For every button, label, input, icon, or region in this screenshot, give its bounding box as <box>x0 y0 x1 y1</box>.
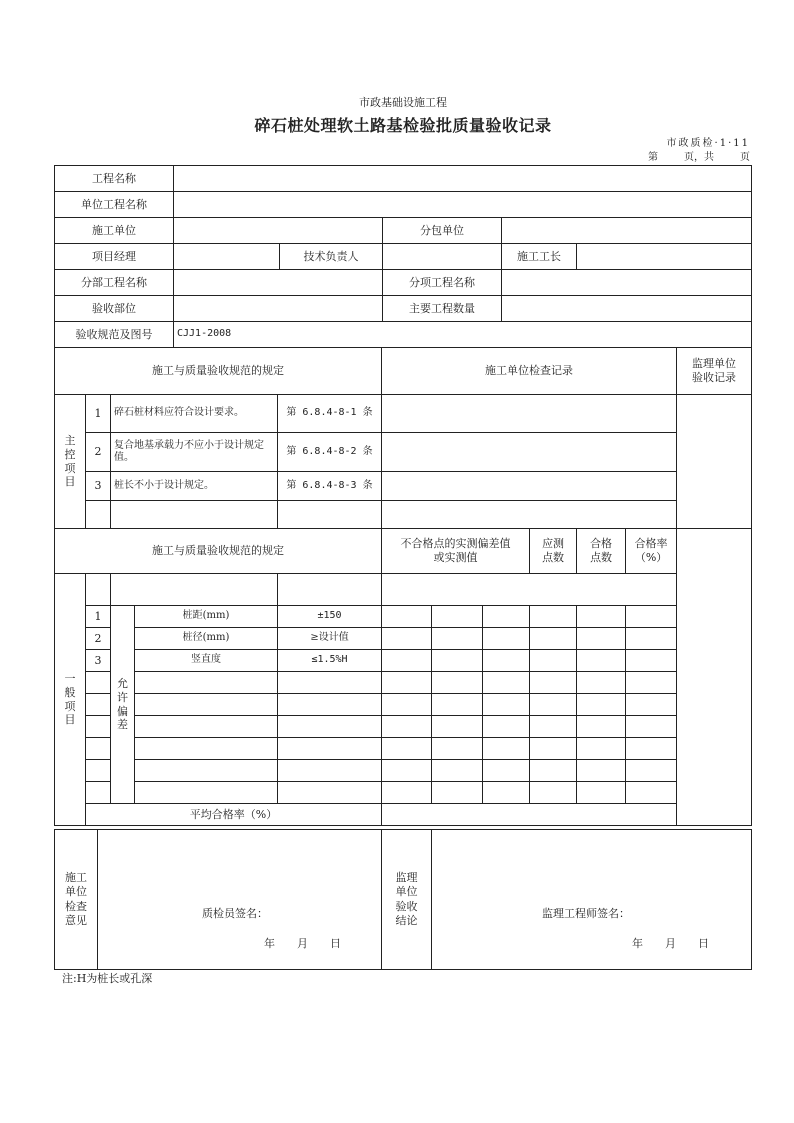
construction-opinion-area[interactable] <box>98 830 382 970</box>
tech-lead-field[interactable] <box>383 244 502 270</box>
main-col-record: 施工单位检查记录 <box>382 348 677 395</box>
cell[interactable] <box>626 782 677 804</box>
main-col-supervisor: 监理单位验收记录 <box>677 348 752 395</box>
cell[interactable] <box>432 760 483 782</box>
main-control-side-label: 主控项目 <box>55 395 86 529</box>
main-item-3-no: 3 <box>86 472 111 501</box>
page-label-3: 页 <box>740 152 750 163</box>
construction-date: 年 月 日 <box>264 937 341 950</box>
signature-table <box>54 829 752 970</box>
cell[interactable] <box>626 760 677 782</box>
cell[interactable] <box>626 672 677 694</box>
cell[interactable] <box>432 782 483 804</box>
general-col-rule: 施工与质量验收规范的规定 <box>55 529 382 574</box>
cell[interactable] <box>530 628 577 650</box>
cell[interactable] <box>382 782 432 804</box>
spec-value: CJJ1-2008 <box>174 322 752 348</box>
engineer-signature-label: 监理工程师签名： <box>542 907 630 920</box>
cell[interactable] <box>626 694 677 716</box>
general-blank-record[interactable] <box>382 574 677 606</box>
general-row-no <box>86 716 111 738</box>
cell[interactable] <box>382 738 432 760</box>
cell[interactable] <box>382 606 432 628</box>
general-blank-value <box>278 574 382 606</box>
main-item-3-clause: 第 6.8.4-8-3 条 <box>278 472 382 501</box>
main-item-2-clause: 第 6.8.4-8-2 条 <box>278 433 382 472</box>
general-supervisor-record[interactable] <box>677 529 752 826</box>
subcontract-unit-label: 分包单位 <box>383 218 502 244</box>
main-item-3-text: 桩长不小于设计规定。 <box>111 472 278 501</box>
cell[interactable] <box>530 760 577 782</box>
general-blank-name <box>111 574 278 606</box>
cell[interactable] <box>432 716 483 738</box>
division-field[interactable] <box>174 270 383 296</box>
general-item-3-no: 3 <box>86 650 111 672</box>
subdivision-field[interactable] <box>502 270 752 296</box>
avg-rate-value[interactable] <box>382 804 677 826</box>
general-row-no <box>86 760 111 782</box>
general-col-should: 应测点数 <box>530 529 577 574</box>
cell[interactable] <box>626 738 677 760</box>
main-item-3-record[interactable] <box>382 472 677 501</box>
general-col-pass: 合格点数 <box>577 529 626 574</box>
foreman-field[interactable] <box>577 244 752 270</box>
construction-unit-label: 施工单位 <box>55 218 174 244</box>
page-label-1: 第 <box>648 152 658 163</box>
supervisor-conclusion-area[interactable] <box>432 830 752 970</box>
main-item-4-no <box>86 501 111 529</box>
tech-lead-label: 技术负责人 <box>280 244 383 270</box>
project-name-label: 工程名称 <box>55 166 174 192</box>
cell[interactable] <box>626 650 677 672</box>
cell[interactable] <box>382 694 432 716</box>
general-row-name <box>135 760 278 782</box>
general-side-label: 一般项目 <box>55 574 86 826</box>
general-row-value <box>278 672 382 694</box>
main-item-1-no: 1 <box>86 395 111 433</box>
cell[interactable] <box>530 672 577 694</box>
cell[interactable] <box>577 672 626 694</box>
main-item-1-text: 碎石桩材料应符合设计要求。 <box>111 395 278 433</box>
unit-project-label: 单位工程名称 <box>55 192 174 218</box>
general-blank-no <box>86 574 111 606</box>
cell[interactable] <box>432 672 483 694</box>
cell[interactable] <box>432 650 483 672</box>
general-row-value <box>278 716 382 738</box>
cell[interactable] <box>483 760 530 782</box>
general-row-no <box>86 694 111 716</box>
supervisor-date: 年 月 日 <box>632 937 709 950</box>
footnote: 注:H为桩长或孔深 <box>62 972 153 985</box>
main-item-1-clause: 第 6.8.4-8-1 条 <box>278 395 382 433</box>
form-subtitle: 市政基础设施工程 <box>359 96 447 109</box>
cell[interactable] <box>577 650 626 672</box>
main-item-4-text <box>111 501 278 529</box>
cell[interactable] <box>577 606 626 628</box>
general-col-measured: 不合格点的实测偏差值或实测值 <box>382 529 530 574</box>
cell[interactable] <box>626 606 677 628</box>
main-item-2-text: 复合地基承载力不应小于设计规定值。 <box>111 433 278 472</box>
cell[interactable] <box>577 694 626 716</box>
construction-unit-field[interactable] <box>174 218 383 244</box>
main-item-2-record[interactable] <box>382 433 677 472</box>
acceptance-part-label: 验收部位 <box>55 296 174 322</box>
cell[interactable] <box>483 650 530 672</box>
info-table <box>54 165 752 348</box>
general-col-rate: 合格率（%） <box>626 529 677 574</box>
unit-project-field[interactable] <box>174 192 752 218</box>
cell[interactable] <box>382 628 432 650</box>
general-row-name <box>135 716 278 738</box>
main-item-1-record[interactable] <box>382 395 677 433</box>
cell[interactable] <box>432 606 483 628</box>
cell[interactable] <box>483 694 530 716</box>
project-name-field[interactable] <box>174 166 752 192</box>
inspector-signature-label: 质检员签名： <box>202 907 268 920</box>
acceptance-part-field[interactable] <box>174 296 383 322</box>
cell[interactable] <box>577 760 626 782</box>
project-manager-label: 项目经理 <box>55 244 174 270</box>
general-row-value <box>278 782 382 804</box>
cell[interactable] <box>530 694 577 716</box>
general-row-name <box>135 738 278 760</box>
cell[interactable] <box>530 716 577 738</box>
cell[interactable] <box>483 716 530 738</box>
project-manager-field[interactable] <box>174 244 280 270</box>
cell[interactable] <box>432 628 483 650</box>
general-item-1-no: 1 <box>86 606 111 628</box>
main-quantity-field[interactable] <box>502 296 752 322</box>
general-row-no <box>86 782 111 804</box>
cell[interactable] <box>432 738 483 760</box>
page-label-2: 页，共 <box>684 152 714 163</box>
main-quantity-label: 主要工程数量 <box>383 296 502 322</box>
general-item-2-no: 2 <box>86 628 111 650</box>
foreman-label: 施工工长 <box>502 244 577 270</box>
general-row-value <box>278 694 382 716</box>
main-item-2-no: 2 <box>86 433 111 472</box>
cell[interactable] <box>530 606 577 628</box>
main-item-4-record[interactable] <box>382 501 677 529</box>
cell[interactable] <box>577 628 626 650</box>
cell[interactable] <box>530 650 577 672</box>
general-row-value <box>278 738 382 760</box>
cell[interactable] <box>432 694 483 716</box>
cell[interactable] <box>530 738 577 760</box>
subcontract-unit-field[interactable] <box>502 218 752 244</box>
cell[interactable] <box>382 716 432 738</box>
cell[interactable] <box>483 606 530 628</box>
cell[interactable] <box>382 760 432 782</box>
cell[interactable] <box>530 782 577 804</box>
general-item-3-value: ≤1.5%H <box>278 650 382 672</box>
main-control-table <box>54 347 752 529</box>
cell[interactable] <box>483 738 530 760</box>
main-col-rule: 施工与质量验收规范的规定 <box>55 348 382 395</box>
cell[interactable] <box>483 782 530 804</box>
general-item-1-value: ±150 <box>278 606 382 628</box>
supervisor-conclusion-label: 监理单位验收结论 <box>382 830 432 970</box>
general-table <box>54 528 752 826</box>
subdivision-label: 分项工程名称 <box>383 270 502 296</box>
cell[interactable] <box>382 650 432 672</box>
tolerance-label: 允许偏差 <box>111 606 135 804</box>
cell[interactable] <box>577 738 626 760</box>
cell[interactable] <box>483 672 530 694</box>
form-code: 市政质检·1·11 <box>666 138 750 149</box>
form-title: 碎石桩处理软土路基检验批质量验收记录 <box>254 116 552 135</box>
general-item-3-name: 竖直度 <box>135 650 278 672</box>
main-item-4-clause <box>278 501 382 529</box>
general-item-1-name: 桩距(mm) <box>135 606 278 628</box>
main-supervisor-record[interactable] <box>677 395 752 529</box>
general-row-value <box>278 760 382 782</box>
general-row-name <box>135 694 278 716</box>
cell[interactable] <box>483 628 530 650</box>
general-row-name <box>135 782 278 804</box>
general-row-name <box>135 672 278 694</box>
cell[interactable] <box>626 716 677 738</box>
cell[interactable] <box>382 672 432 694</box>
cell[interactable] <box>577 716 626 738</box>
cell[interactable] <box>626 628 677 650</box>
general-item-2-value: ≥设计值 <box>278 628 382 650</box>
general-row-no <box>86 672 111 694</box>
cell[interactable] <box>577 782 626 804</box>
general-row-no <box>86 738 111 760</box>
general-item-2-name: 桩径(mm) <box>135 628 278 650</box>
construction-opinion-label: 施工单位检查意见 <box>55 830 98 970</box>
division-label: 分部工程名称 <box>55 270 174 296</box>
avg-rate-label: 平均合格率（%） <box>86 804 382 826</box>
page-indicator <box>648 153 750 163</box>
spec-label: 验收规范及图号 <box>55 322 174 348</box>
